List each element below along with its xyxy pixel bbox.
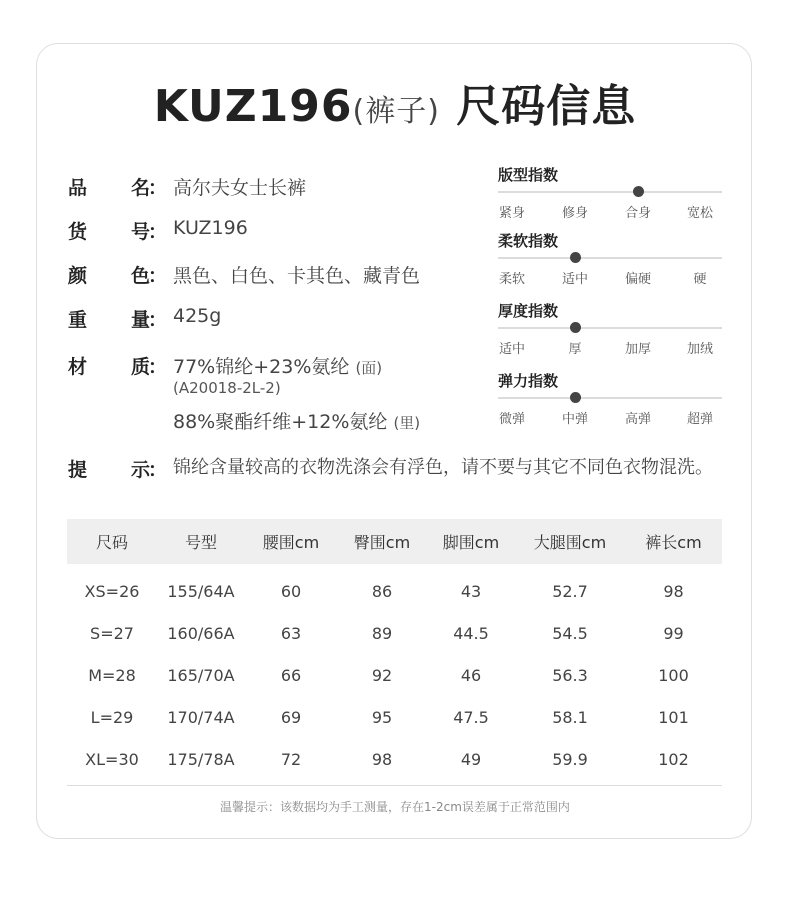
table-row: S=27 160/66A 63 89 44.5 54.5 99 <box>90 623 684 643</box>
tip-label: 提 示 <box>68 459 150 481</box>
tip-text: 锦纶含量较高的衣物洗涤会有浮色，请不要与其它不同色衣物混洗。 <box>173 457 713 478</box>
index-marker <box>570 252 581 263</box>
index-marker <box>570 392 581 403</box>
fit-index <box>498 164 722 220</box>
index-label: 高弹 <box>624 412 652 427</box>
table-row: XL=30 175/78A 72 98 49 59.9 102 <box>85 749 689 769</box>
table-row: XS=26 155/64A 60 86 43 52.7 98 <box>84 581 684 601</box>
index-label: 加绒 <box>686 342 714 357</box>
info-value: 高尔夫女士长裤 <box>173 177 307 199</box>
index-scale <box>498 186 722 198</box>
index-label: 中弹 <box>561 412 589 427</box>
softness-index <box>498 230 722 286</box>
index-label: 合身 <box>624 206 652 221</box>
title-suffix: 尺码信息 <box>456 81 637 132</box>
material-code: (A20018-2L-2) <box>173 379 281 397</box>
title-category: (裤子) <box>352 94 440 129</box>
table-header-cell: 臀围cm <box>337 519 427 564</box>
info-value: 黑色、白色、卡其色、藏青色 <box>173 265 421 287</box>
index-scale <box>498 322 722 334</box>
index-marker <box>570 322 581 333</box>
info-label: 品 名 <box>68 177 150 199</box>
table-header-cell: 腰围cm <box>245 519 337 564</box>
title-product-code: KUZ196 <box>153 81 353 132</box>
index-title: 厚度指数 <box>498 302 559 320</box>
index-title: 柔软指数 <box>498 232 559 250</box>
thickness-index <box>498 300 722 356</box>
size-table <box>67 519 722 780</box>
index-label: 柔软 <box>498 272 526 287</box>
table-header-cell: 号型 <box>157 519 245 564</box>
index-label: 硬 <box>693 272 707 287</box>
index-label: 加厚 <box>624 342 652 357</box>
index-label: 修身 <box>561 206 589 221</box>
info-label: 材 质 <box>68 356 150 378</box>
table-header-cell: 尺码 <box>67 519 157 564</box>
divider <box>67 785 722 786</box>
info-label: 重 量 <box>68 309 150 331</box>
index-label: 超弹 <box>686 412 714 427</box>
index-label: 紧身 <box>498 206 526 221</box>
measurement-note: 温馨提示：该数据均为手工测量，存在1-2cm误差属于正常范围内 <box>220 800 570 814</box>
info-value: 425g <box>173 305 222 327</box>
table-header-row <box>67 519 722 564</box>
table-header-cell: 大腿围cm <box>515 519 625 564</box>
index-marker <box>633 186 644 197</box>
index-scale <box>498 392 722 404</box>
page-title <box>0 70 790 134</box>
index-title: 弹力指数 <box>498 372 559 390</box>
table-row: L=29 170/74A 69 95 47.5 58.1 101 <box>90 707 689 727</box>
index-scale <box>498 252 722 264</box>
index-title: 版型指数 <box>498 166 559 184</box>
table-header-cell: 脚围cm <box>427 519 515 564</box>
material-lining: 88%聚酯纤维+12%氨纶 (里) <box>173 411 421 433</box>
info-label: 货 号 <box>68 221 150 243</box>
index-label: 偏硬 <box>624 272 652 287</box>
index-label: 厚 <box>568 342 582 357</box>
material-outer: 77%锦纶+23%氨纶 (面) <box>173 356 383 378</box>
table-row: M=28 165/70A 66 92 46 56.3 100 <box>88 665 689 685</box>
stretch-index <box>498 370 722 426</box>
info-label: 颜 色 <box>68 265 150 287</box>
info-value: KUZ196 <box>173 217 248 239</box>
index-label: 宽松 <box>686 206 714 221</box>
index-label: 适中 <box>498 342 526 357</box>
index-label: 微弹 <box>498 412 526 427</box>
index-label: 适中 <box>561 272 589 287</box>
table-header-cell: 裤长cm <box>625 519 722 564</box>
